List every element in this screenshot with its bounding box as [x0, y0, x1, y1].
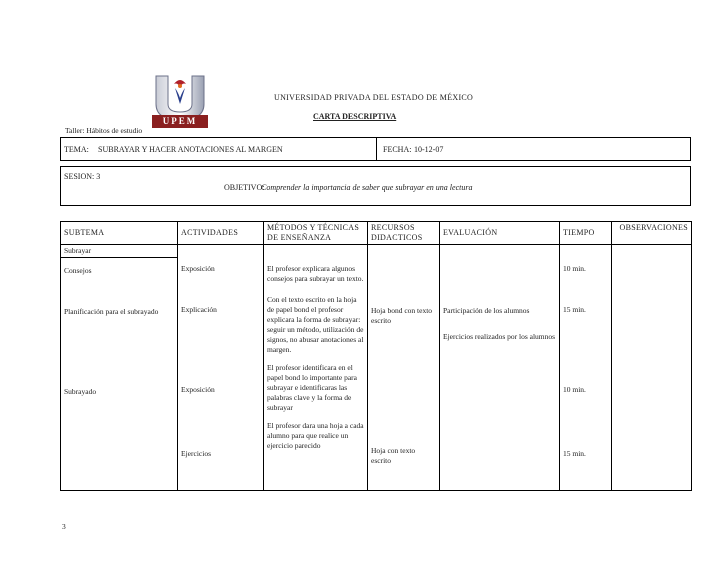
subtema-consejos: Consejos	[64, 266, 92, 275]
actividad-explicacion: Explicación	[181, 305, 217, 314]
page-number: 3	[62, 522, 66, 531]
actividad-ejercicios: Ejercicios	[181, 449, 211, 458]
header-subtema: SUBTEMA	[61, 222, 178, 245]
session-row	[60, 166, 691, 206]
header-tiempo: TIEMPO	[560, 222, 612, 245]
date-value: 10-12-07	[414, 145, 444, 154]
tiempo-2: 15 min.	[563, 305, 586, 314]
header-evaluacion: EVALUACIÓN	[440, 222, 560, 245]
tiempo-cell	[560, 245, 612, 491]
actividades-cell	[178, 245, 264, 491]
topic-value: SUBRAYAR Y HACER ANOTACIONES AL MARGEN	[98, 145, 283, 154]
subtema-planificacion: Planificación para el subrayado	[64, 307, 159, 316]
header-observaciones: OBSERVACIONES	[612, 222, 692, 245]
header-actividades: ACTIVIDADES	[178, 222, 264, 245]
topic-row	[60, 137, 691, 161]
date-label: FECHA:	[383, 145, 412, 154]
recurso-1: Hoja bond con texto escrito	[371, 306, 433, 325]
topic-divider	[376, 138, 377, 160]
evaluacion-cell	[440, 245, 560, 491]
activities-table	[60, 221, 692, 491]
topic-label: TEMA:	[64, 145, 89, 154]
subtema-subrayado: Subrayado	[64, 387, 97, 396]
document-title: CARTA DESCRIPTIVA	[313, 112, 397, 121]
table-header-row	[61, 222, 692, 245]
subtema-subrayar: Subrayar	[61, 245, 177, 258]
tiempo-4: 15 min.	[563, 449, 586, 458]
tiempo-3: 10 min.	[563, 385, 586, 394]
evaluacion-1: Participación de los alumnos	[443, 306, 530, 315]
objective-label: OBJETIVO:	[224, 183, 265, 192]
metodos-cell	[264, 245, 368, 491]
metodo-4: El profesor dara una hoja a cada alumno para que realice un ejercicio parecido	[267, 421, 364, 450]
metodo-3: El profesor identificara en el papel bond lo importante para subrayar e identificaras las palabras clave y la forma de subrayar	[267, 363, 357, 412]
recursos-cell	[368, 245, 440, 491]
subtema-cell	[61, 245, 178, 491]
table-body-row	[61, 245, 692, 491]
actividad-exposicion-1: Exposición	[181, 264, 215, 273]
university-name: UNIVERSIDAD PRIVADA DEL ESTADO DE MÉXICO	[274, 93, 474, 102]
recurso-2: Hoja con texto escrito	[371, 446, 416, 465]
actividad-exposicion-2: Exposición	[181, 385, 215, 394]
objective-value: Comprender la importancia de saber que subrayar en una lectura	[261, 183, 473, 192]
metodo-1: El profesor explicara algunos consejos para subrayar un texto.	[267, 264, 364, 283]
header-metodos: MÉTODOS Y TÉCNICAS DE ENSEÑANZA	[264, 222, 368, 245]
evaluacion-2: Ejercicios realizados por los alumnos	[443, 332, 556, 341]
session-label: SESION: 3	[64, 172, 101, 181]
header-recursos: RECURSOS DIDACTICOS	[368, 222, 440, 245]
metodo-2: Con el texto escrito en la hoja de papel bond el profesor explicara la forma de subrayar: seguir un método, utilización de signos, no abusar anotaciones al margen.	[267, 295, 364, 354]
logo-wordmark: UPEM	[152, 115, 208, 128]
tiempo-1: 10 min.	[563, 264, 586, 273]
observaciones-cell	[612, 245, 692, 491]
workshop-name: Taller: Hábitos de estudio	[65, 126, 143, 135]
